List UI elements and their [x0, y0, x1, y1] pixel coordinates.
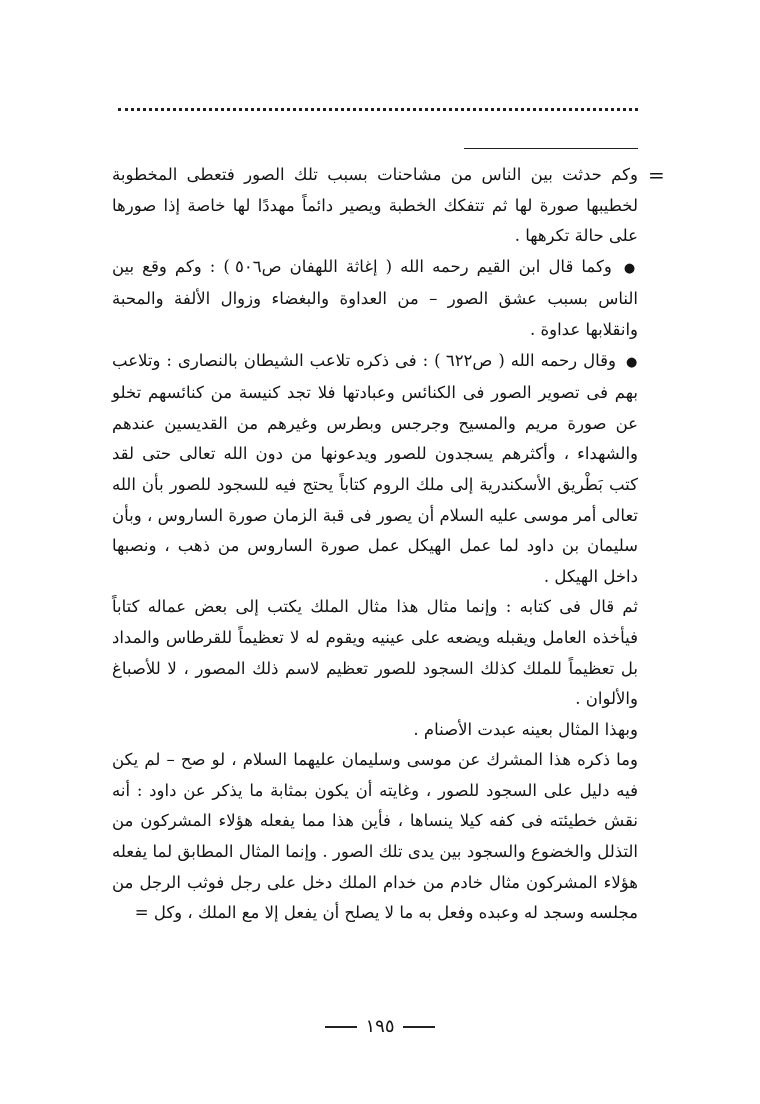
page-number-dash-left	[325, 1026, 357, 1028]
paragraph-1	[112, 160, 638, 252]
page-number-dash-right	[403, 1026, 435, 1028]
footnote-text-block	[112, 160, 638, 929]
footnote-separator-rule	[464, 148, 638, 149]
page-number	[0, 1012, 760, 1042]
paragraph-text: وما ذكره هذا المشرك عن موسى وسليمان عليهما السلام ، لو صح – لم يكن فيه دليل على السجود للصور ، وغايته أن يكون بمثابة ما يذكر عن داود : أنه نقش خطيئته فى كفه كيلا ينساها ، فأين هذا مما يفعله هؤلاء المشركون من التذلل والخضوع والسجود بين يدى تلك الصور . وإنما المثال المطابق لما يفعله هؤلاء المشركون مثال خادم من خدام الملك دخل على رجل فوثب الرجل من مجلسه وسجد له وعبده وفعل به ما لا يصلح أن يفعل إلا مع الملك ، وكل =	[112, 750, 638, 923]
paragraph-text: ثم قال فى كتابه : وإنما مثال هذا مثال الملك يكتب إلى بعض عماله كتاباً فيأخذه العامل ويقبله ويضعه على عينيه ويقوم له لا تعظيماً للقرطاس والمداد بل تعظيماً للملك كذلك السجود للصور تعظيم لاسم ذلك المصور ، لا للأصباغ والألوان .	[112, 597, 638, 709]
paragraph-5	[112, 715, 638, 746]
paragraph-4	[112, 592, 638, 714]
paragraph-6	[112, 745, 638, 929]
bullet-icon: ●	[625, 354, 639, 370]
bullet-icon: ●	[623, 260, 639, 276]
paragraph-text: وكم حدثت بين الناس من مشاحنات بسبب تلك الصور فتعطى المخطوبة لخطيبها صورة لها ثم تتفكك الخطبة ويصير دائماً مهددًا لها خاصة إذا صورها على حالة تكرهها .	[112, 165, 638, 246]
page-number-value: ١٩٥	[365, 1016, 395, 1037]
paragraph-3	[112, 346, 638, 593]
paragraph-2	[112, 252, 638, 346]
paragraph-text: وكما قال ابن القيم رحمه الله ( إغاثة اللهفان ص٥٠٦ ) : وكم وقع بين الناس بسبب عشق الصور – من العداوة والبغضاء وزوال الألفة والمحبة وانقلابها عداوة .	[112, 256, 638, 339]
footnote-continuation-mark: =	[648, 163, 665, 187]
header-dotted-rule	[118, 108, 638, 111]
paragraph-text: وقال رحمه الله ( ص٦٢٢ ) : فى ذكره تلاعب الشيطان بالنصارى : وتلاعب بهم فى تصوير الصور فى الكنائس وعبادتها فلا تجد كنيسة من كنائسهم تخلو عن صورة مريم والمسيح وجرجس وبطرس وغيرهم من القديسين عندهم والشهداء ، وأكثرهم يسجدون للصور ويدعونها من دون الله تعالى حتى لقد كتب بَطْريق الأسكندرية إلى ملك الروم كتاباً يحتج فيه للسجود للصور بأن الله تعالى أمر موسى عليه السلام أن يصور فى قبة الزمان صورة الساروس ، وبأن سليمان بن داود لما عمل الهيكل عمل صورة الساروس من ذهب ، ونصبها داخل الهيكل .	[112, 350, 638, 586]
paragraph-text: وبهذا المثال بعينه عبدت الأصنام .	[413, 719, 638, 739]
